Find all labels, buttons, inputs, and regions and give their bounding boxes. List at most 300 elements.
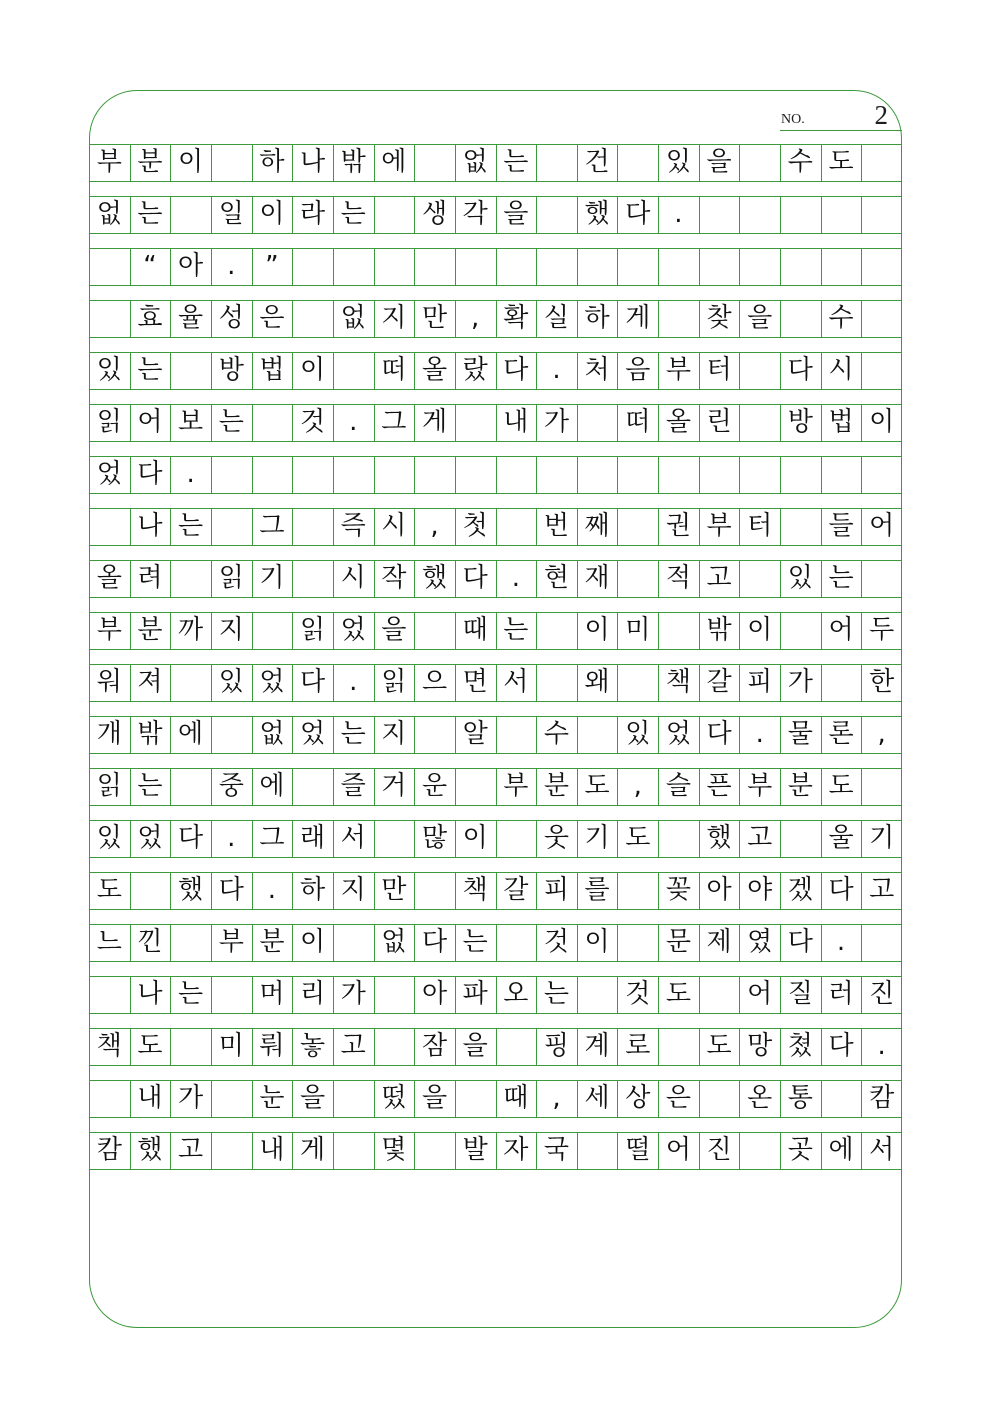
manuscript-cell (496, 248, 537, 285)
grid-line (455, 196, 456, 233)
grid-line (821, 508, 822, 545)
manuscript-cell: 웃 (543, 823, 570, 853)
grid-line (414, 404, 415, 441)
grid-line (617, 1132, 618, 1169)
manuscript-cell: ” (265, 251, 279, 281)
grid-line (89, 768, 90, 805)
grid-line (780, 976, 781, 1013)
grid-line (414, 144, 415, 181)
grid-line (211, 872, 212, 909)
manuscript-cell: 부 (218, 927, 244, 957)
grid-line (292, 1132, 293, 1169)
grid-line (211, 1028, 212, 1065)
grid-line (617, 352, 618, 389)
grid-line (901, 352, 902, 389)
grid-line (130, 664, 131, 701)
manuscript-cell: 도 (584, 771, 610, 801)
manuscript-cell (658, 300, 699, 337)
manuscript-cell: 들 (828, 511, 854, 541)
grid-line (333, 1080, 334, 1117)
manuscript-cell: 낀 (137, 927, 163, 957)
manuscript-cell: 망 (747, 1031, 773, 1061)
grid-line (780, 196, 781, 233)
grid-line (780, 612, 781, 649)
grid-line (739, 1028, 740, 1065)
manuscript-cell: 뤄 (259, 1031, 285, 1061)
manuscript-cell (455, 248, 496, 285)
grid-line (821, 820, 822, 857)
manuscript-cell: 떨 (625, 1135, 651, 1165)
manuscript-cell (861, 560, 902, 597)
grid-line (252, 1080, 253, 1117)
grid-line (252, 1028, 253, 1065)
grid-line (658, 248, 659, 285)
manuscript-cell: 분 (543, 771, 570, 801)
grid-line (577, 560, 578, 597)
manuscript-cell: 곳 (787, 1135, 813, 1165)
manuscript-cell: 을 (381, 615, 407, 645)
manuscript-cell: . (349, 407, 358, 437)
grid-line (414, 768, 415, 805)
grid-line (89, 545, 902, 546)
grid-line (496, 612, 497, 649)
grid-line (292, 924, 293, 961)
grid-line (658, 404, 659, 441)
manuscript-cell (211, 716, 252, 753)
grid-line (658, 1080, 659, 1117)
grid-line (89, 1169, 902, 1170)
manuscript-cell: 미 (625, 615, 651, 645)
manuscript-cell (130, 872, 171, 909)
grid-line (577, 1028, 578, 1065)
grid-line (861, 196, 862, 233)
manuscript-cell: 서 (869, 1135, 895, 1165)
grid-line (658, 300, 659, 337)
manuscript-cell (821, 248, 862, 285)
grid-line (699, 768, 700, 805)
manuscript-cell (455, 456, 496, 493)
manuscript-cell: 적 (665, 563, 691, 593)
manuscript-cell: 는 (340, 719, 366, 749)
grid-line (901, 300, 902, 337)
grid-line (130, 612, 131, 649)
grid-line (455, 872, 456, 909)
grid-line (455, 404, 456, 441)
grid-line (780, 664, 781, 701)
grid-line (780, 924, 781, 961)
grid-line (536, 1132, 537, 1169)
manuscript-cell (577, 456, 618, 493)
grid-line (89, 337, 902, 338)
grid-line (699, 508, 700, 545)
grid-line (455, 248, 456, 285)
grid-line (780, 560, 781, 597)
manuscript-cell: . (267, 875, 277, 905)
manuscript-cell: 을 (462, 1031, 488, 1061)
manuscript-cell: 다 (462, 563, 488, 593)
grid-line (496, 820, 497, 857)
manuscript-cell: 을 (747, 303, 773, 333)
manuscript-cell: 린 (706, 407, 732, 437)
manuscript-cell (333, 248, 374, 285)
manuscript-cell: 다 (625, 199, 651, 229)
grid-line (861, 768, 862, 805)
grid-line (821, 664, 822, 701)
grid-line (617, 612, 618, 649)
grid-line (536, 976, 537, 1013)
page-number: 2 (874, 100, 888, 130)
grid-line (170, 664, 171, 701)
grid-line (211, 560, 212, 597)
grid-line (577, 716, 578, 753)
manuscript-cell: 지 (340, 875, 366, 905)
grid-line (617, 196, 618, 233)
grid-line (333, 924, 334, 961)
manuscript-cell: 다 (828, 875, 854, 905)
grid-line (861, 560, 862, 597)
manuscript-cell: 눈 (259, 1083, 285, 1113)
manuscript-cell: 떠 (381, 355, 407, 385)
grid-line (861, 456, 862, 493)
manuscript-cell: 문 (665, 927, 691, 957)
grid-line (821, 768, 822, 805)
manuscript-cell: 그 (259, 511, 285, 541)
grid-line (374, 924, 375, 961)
grid-line (699, 820, 700, 857)
manuscript-cell: 것 (300, 407, 326, 437)
manuscript-cell: 발 (462, 1135, 488, 1165)
grid-line (901, 612, 902, 649)
grid-line (536, 612, 537, 649)
grid-line (374, 560, 375, 597)
grid-line (861, 612, 862, 649)
grid-line (536, 716, 537, 753)
grid-line (577, 352, 578, 389)
grid-line (901, 456, 902, 493)
grid-line (577, 924, 578, 961)
grid-line (577, 300, 578, 337)
grid-line (414, 508, 415, 545)
grid-line (739, 508, 740, 545)
grid-line (536, 404, 537, 441)
grid-line (170, 248, 171, 285)
manuscript-cell: 울 (828, 823, 854, 853)
manuscript-cell: 에 (381, 147, 407, 177)
manuscript-cell (211, 1132, 252, 1169)
grid-line (211, 1080, 212, 1117)
manuscript-cell: 도 (96, 875, 122, 905)
manuscript-cell: 때 (503, 1083, 529, 1113)
grid-line (901, 1028, 902, 1065)
grid-line (861, 508, 862, 545)
manuscript-cell: 고 (869, 875, 895, 905)
grid-line (821, 248, 822, 285)
grid-line (536, 508, 537, 545)
grid-line (211, 1132, 212, 1169)
manuscript-cell: 겠 (787, 875, 813, 905)
manuscript-cell (739, 196, 780, 233)
grid-line (292, 560, 293, 597)
grid-line (739, 560, 740, 597)
manuscript-cell: 도 (625, 823, 651, 853)
grid-line (780, 248, 781, 285)
grid-line (89, 857, 902, 858)
grid-line (821, 352, 822, 389)
manuscript-cell: 물 (787, 719, 813, 749)
grid-line (901, 768, 902, 805)
grid-line (496, 1028, 497, 1065)
grid-line (170, 1080, 171, 1117)
manuscript-cell: 분 (787, 771, 813, 801)
manuscript-cell (374, 248, 415, 285)
grid-line (739, 872, 740, 909)
grid-line (455, 352, 456, 389)
grid-line (414, 664, 415, 701)
manuscript-cell: . (349, 667, 358, 697)
manuscript-cell: 내 (503, 407, 529, 437)
grid-line (617, 924, 618, 961)
grid-line (658, 872, 659, 909)
manuscript-cell (496, 924, 537, 961)
grid-line (170, 820, 171, 857)
manuscript-cell: 상 (625, 1083, 651, 1113)
grid-line (617, 248, 618, 285)
grid-line (414, 1028, 415, 1065)
grid-line (739, 248, 740, 285)
grid-line (414, 1080, 415, 1117)
grid-line (901, 144, 902, 181)
manuscript-cell (455, 404, 496, 441)
grid-line (130, 352, 131, 389)
manuscript-cell: 수 (828, 303, 854, 333)
manuscript-cell: 거 (381, 771, 407, 801)
grid-line (658, 768, 659, 805)
manuscript-cell (292, 560, 333, 597)
grid-line (496, 196, 497, 233)
manuscript-cell (617, 248, 658, 285)
grid-line (292, 404, 293, 441)
grid-line (252, 456, 253, 493)
manuscript-cell: 부 (665, 355, 691, 385)
grid-line (89, 233, 902, 234)
manuscript-cell: 찾 (706, 303, 732, 333)
grid-line (170, 1028, 171, 1065)
grid-line (130, 1132, 131, 1169)
grid-line (455, 1080, 456, 1117)
manuscript-cell (861, 196, 902, 233)
grid-line (536, 872, 537, 909)
manuscript-cell: 법 (259, 355, 285, 385)
manuscript-cell: 가 (543, 407, 570, 437)
grid-line (130, 976, 131, 1013)
grid-line (577, 976, 578, 1013)
manuscript-cell: , (471, 303, 480, 333)
manuscript-cell: 없 (96, 199, 122, 229)
grid-line (496, 716, 497, 753)
manuscript-cell (739, 248, 780, 285)
manuscript-cell: 현 (543, 563, 570, 593)
manuscript-cell: 다 (218, 875, 244, 905)
manuscript-cell: 처 (584, 355, 610, 385)
grid-line (89, 1028, 90, 1065)
grid-line (699, 1132, 700, 1169)
grid-line (170, 300, 171, 337)
grid-line (89, 716, 90, 753)
manuscript-cell: 방 (218, 355, 244, 385)
manuscript-cell (780, 508, 821, 545)
manuscript-cell (861, 144, 902, 181)
manuscript-cell: 를 (584, 875, 610, 905)
grid-line (496, 976, 497, 1013)
grid-line (496, 456, 497, 493)
grid-line (170, 872, 171, 909)
manuscript-cell (292, 508, 333, 545)
grid-line (901, 664, 902, 701)
manuscript-cell (89, 976, 130, 1013)
manuscript-cell: 는 (218, 407, 244, 437)
grid-line (739, 768, 740, 805)
grid-line (292, 144, 293, 181)
grid-line (374, 820, 375, 857)
manuscript-cell (170, 1028, 211, 1065)
grid-line (780, 352, 781, 389)
manuscript-cell (170, 768, 211, 805)
grid-line (617, 508, 618, 545)
grid-line (821, 1028, 822, 1065)
manuscript-cell (780, 820, 821, 857)
grid-line (658, 456, 659, 493)
manuscript-cell: 국 (543, 1135, 570, 1165)
grid-line (292, 352, 293, 389)
grid-line (617, 820, 618, 857)
grid-line (292, 716, 293, 753)
grid-line (130, 508, 131, 545)
manuscript-cell: 음 (625, 355, 651, 385)
grid-line (658, 508, 659, 545)
manuscript-cell: 을 (706, 147, 732, 177)
grid-line (658, 144, 659, 181)
manuscript-cell: 방 (787, 407, 813, 437)
manuscript-cell: 했 (706, 823, 732, 853)
manuscript-cell: 있 (218, 667, 244, 697)
manuscript-cell: 온 (747, 1083, 773, 1113)
manuscript-cell (739, 404, 780, 441)
manuscript-cell: . (755, 719, 764, 749)
manuscript-cell: 이 (584, 927, 610, 957)
grid-line (374, 716, 375, 753)
grid-line (455, 300, 456, 337)
manuscript-cell: 아 (421, 979, 448, 1009)
grid-line (89, 196, 90, 233)
manuscript-cell (89, 508, 130, 545)
grid-line (901, 1132, 902, 1169)
grid-line (414, 352, 415, 389)
manuscript-cell: 몇 (381, 1135, 407, 1165)
grid-line (170, 716, 171, 753)
manuscript-cell (211, 508, 252, 545)
manuscript-cell: 머 (259, 979, 285, 1009)
grid-line (699, 196, 700, 233)
grid-line (333, 352, 334, 389)
manuscript-cell: 는 (462, 927, 488, 957)
grid-line (617, 716, 618, 753)
grid-line (901, 1080, 902, 1117)
grid-line (374, 612, 375, 649)
grid-line (617, 560, 618, 597)
grid-line (455, 664, 456, 701)
grid-line (414, 872, 415, 909)
grid-line (252, 872, 253, 909)
manuscript-cell: 었 (96, 459, 122, 489)
grid-line (861, 404, 862, 441)
manuscript-cell: 슬 (665, 771, 691, 801)
grid-line (780, 456, 781, 493)
grid-line (252, 1132, 253, 1169)
manuscript-cell: 이 (178, 147, 204, 177)
grid-line (89, 612, 90, 649)
grid-line (211, 768, 212, 805)
manuscript-cell (211, 456, 252, 493)
grid-line (89, 649, 902, 650)
manuscript-cell: 고 (747, 823, 773, 853)
manuscript-cell: 번 (543, 511, 570, 541)
grid-line (617, 664, 618, 701)
manuscript-cell (414, 456, 455, 493)
manuscript-cell: 피 (543, 875, 570, 905)
manuscript-cell: 론 (828, 719, 854, 749)
manuscript-cell: 작 (381, 563, 407, 593)
manuscript-cell: 나 (300, 147, 326, 177)
manuscript-cell (577, 976, 618, 1013)
grid-line (861, 716, 862, 753)
grid-line (89, 248, 90, 285)
grid-line (89, 961, 902, 962)
grid-line (333, 196, 334, 233)
grid-line (414, 248, 415, 285)
grid-line (333, 248, 334, 285)
manuscript-cell: 내 (259, 1135, 285, 1165)
manuscript-cell: 져 (137, 667, 163, 697)
grid-line (130, 404, 131, 441)
grid-line (901, 248, 902, 285)
grid-line (130, 1028, 131, 1065)
manuscript-cell (292, 768, 333, 805)
grid-line (130, 1080, 131, 1117)
grid-line (89, 1013, 902, 1014)
manuscript-cell: 즉 (340, 511, 366, 541)
grid-line (496, 872, 497, 909)
grid-line (333, 456, 334, 493)
grid-line (130, 560, 131, 597)
grid-line (374, 456, 375, 493)
grid-line (292, 612, 293, 649)
manuscript-cell: 것 (625, 979, 651, 1009)
manuscript-cell: 을 (421, 1083, 448, 1113)
manuscript-cell (455, 768, 496, 805)
grid-line (739, 612, 740, 649)
manuscript-cell: 픈 (706, 771, 732, 801)
manuscript-cell: . (227, 251, 236, 281)
grid-line (89, 753, 902, 754)
grid-line (658, 716, 659, 753)
manuscript-cell (739, 456, 780, 493)
grid-line (130, 872, 131, 909)
manuscript-cell: 은 (259, 303, 285, 333)
manuscript-cell (333, 1080, 374, 1117)
grid-line (374, 352, 375, 389)
grid-line (577, 1132, 578, 1169)
grid-line (414, 196, 415, 233)
